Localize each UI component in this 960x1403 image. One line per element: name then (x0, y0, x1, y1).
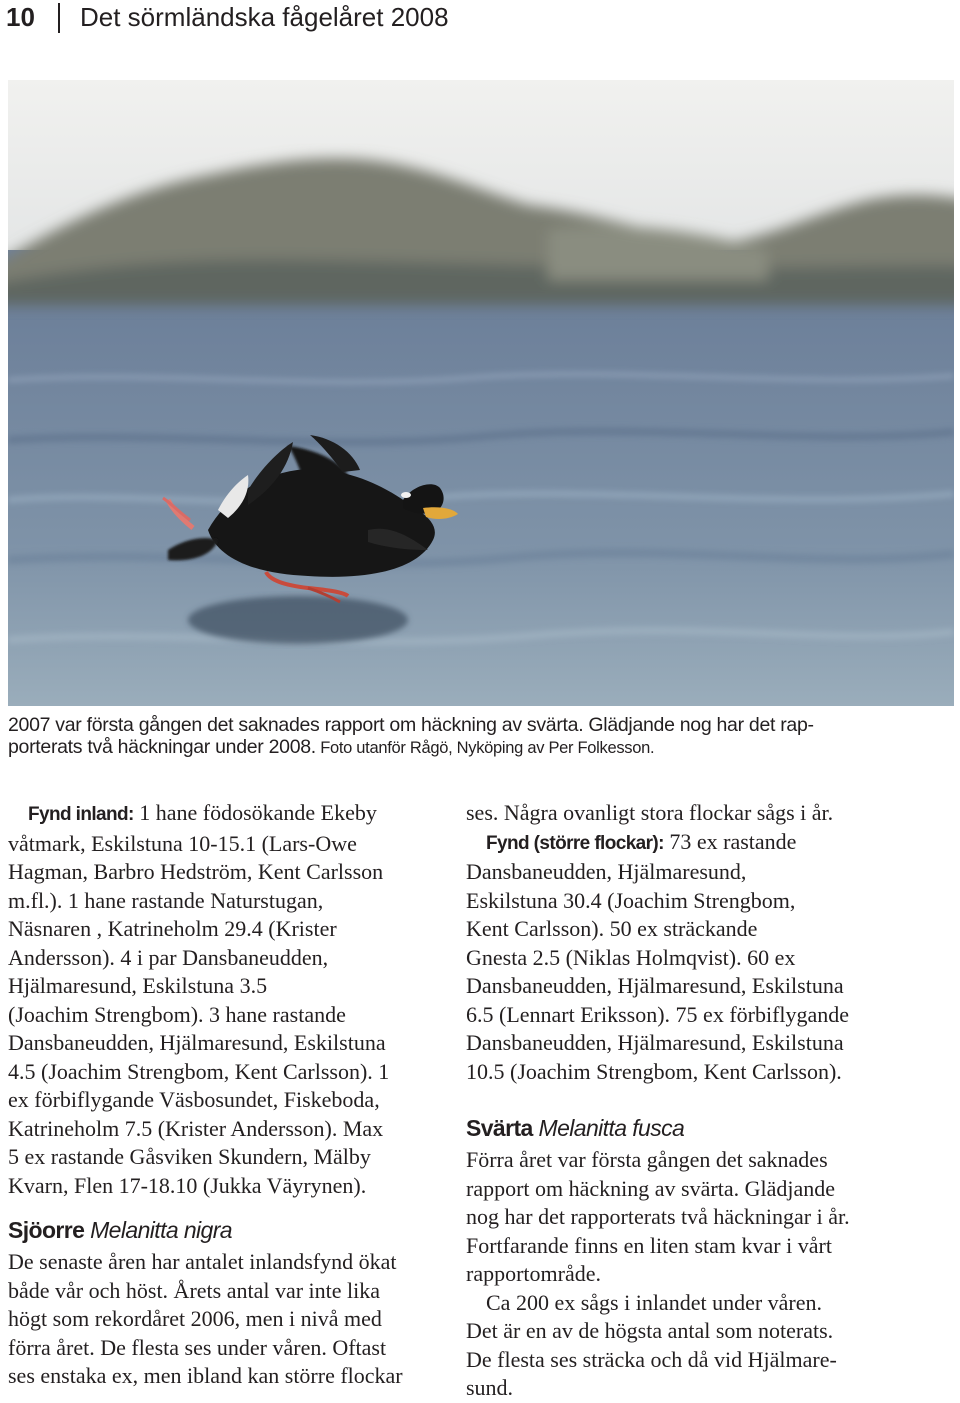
text-line: sund. (466, 1375, 514, 1400)
text-line: högt som rekordåret 2006, men i nivå med (8, 1306, 382, 1331)
fynd-flockar-line-1: Fynd (större flockar): 73 ex rastande (486, 828, 797, 854)
text-line: Dansbaneudden, Hjälmaresund, (466, 859, 747, 884)
text-line: Förra året var första gången det saknades (466, 1147, 828, 1172)
photo-credit: Foto utanför Rågö, Nyköping av Per Folkesson. (315, 739, 655, 757)
text-line: Kvarn, Flen 17-18.10 (Jukka Väyrynen). (8, 1172, 367, 1198)
text-line: Hjälmaresund, Eskilstuna 3.5 (8, 973, 268, 998)
photo-illustration (8, 80, 954, 706)
left-column (8, 799, 448, 1391)
caption-line-1: 2007 var första gången det saknades rapport om häckning av svärta. Glädjande nog har det rap- (8, 714, 814, 736)
text-line: Hagman, Barbro Hedström, Kent Carlsson (8, 859, 384, 884)
species-heading-svarta (466, 1112, 906, 1144)
text-line: rapport om häckning av svärta. Glädjande (466, 1175, 835, 1201)
text-line: förra året. De flesta ses under våren. Oftast (8, 1334, 387, 1360)
text-line: ses. Några ovanligt stora flockar sågs i år. (466, 800, 834, 825)
fynd-inland-line-1: Fynd inland: 1 hane födosökande Ekeby (28, 800, 377, 825)
text-line: De senaste åren har antalet inlandsfynd ökat (8, 1249, 397, 1274)
species-common-name: Svärta (466, 1115, 533, 1141)
text-line: (Joachim Strengbom). 3 hane rastande (8, 1001, 346, 1027)
page-number: 10 (6, 2, 35, 32)
text-line: Katrineholm 7.5 (Krister Andersson). Max (8, 1115, 384, 1141)
text-line: De flesta ses sträcka och då vid Hjälmare- (466, 1346, 837, 1372)
fynd-flockar-label: Fynd (större flockar): (486, 832, 664, 854)
species-latin-name: Melanitta fusca (538, 1115, 685, 1141)
text-line: 6.5 (Lennart Eriksson). 75 ex förbiflygande (466, 1001, 850, 1027)
text-line: rapportområde. (466, 1261, 601, 1286)
text-line: Eskilstuna 30.4 (Joachim Strengbom, (466, 887, 796, 913)
running-title: Det sörmländska fågelåret 2008 (80, 2, 449, 32)
caption-line-2: porterats två häckningar under 2008. (8, 736, 316, 758)
species-latin-name: Melanitta nigra (90, 1217, 232, 1243)
page-header (0, 0, 960, 40)
text-line: Gnesta 2.5 (Niklas Holmqvist). 60 ex (466, 944, 796, 970)
text-line: Näsnaren , Katrineholm 29.4 (Krister (8, 916, 337, 941)
text-line: våtmark, Eskilstuna 10-15.1 (Lars-Owe (8, 830, 357, 856)
text-line: Fortfarande finns en liten stam kvar i vårt (466, 1232, 832, 1258)
photo-caption (8, 714, 954, 759)
text-line: Dansbaneudden, Hjälmaresund, Eskilstuna (466, 1030, 844, 1055)
text-line: m.fl.). 1 hane rastande Naturstugan, (8, 887, 324, 913)
text-line: Ca 200 ex sågs i inlandet under våren. (486, 1289, 823, 1315)
right-column (466, 799, 906, 1403)
text-line: nog har det rapporterats två häckningar i år. (466, 1204, 850, 1229)
text-line: Kent Carlsson). 50 ex sträckande (466, 916, 758, 941)
text-line: ex förbiflygande Väsbosundet, Fiskeboda, (8, 1087, 380, 1112)
species-heading-sjoorre (8, 1214, 448, 1246)
text-line: ses enstaka ex, men ibland kan större flockar (8, 1363, 403, 1388)
fynd-inland-label: Fynd inland: (28, 804, 134, 825)
text-line: Dansbaneudden, Hjälmaresund, Eskilstuna (466, 973, 844, 998)
text-line: 4.5 (Joachim Strengbom, Kent Carlsson). 1 (8, 1058, 390, 1084)
species-common-name: Sjöorre (8, 1217, 85, 1243)
bird-reflection (188, 596, 408, 644)
text-line: 5 ex rastande Gåsviken Skundern, Mälby (8, 1144, 371, 1169)
text-line: både vår och höst. Årets antal var inte lika (8, 1277, 381, 1303)
text-line: 10.5 (Joachim Strengbom, Kent Carlsson). (466, 1058, 842, 1084)
text-line: Dansbaneudden, Hjälmaresund, Eskilstuna (8, 1030, 386, 1055)
header-divider (58, 3, 60, 33)
text-line: Andersson). 4 i par Dansbaneudden, (8, 944, 329, 970)
text-line: Det är en av de högsta antal som noterats. (466, 1318, 834, 1343)
velvet-scoter-photo (8, 80, 954, 706)
